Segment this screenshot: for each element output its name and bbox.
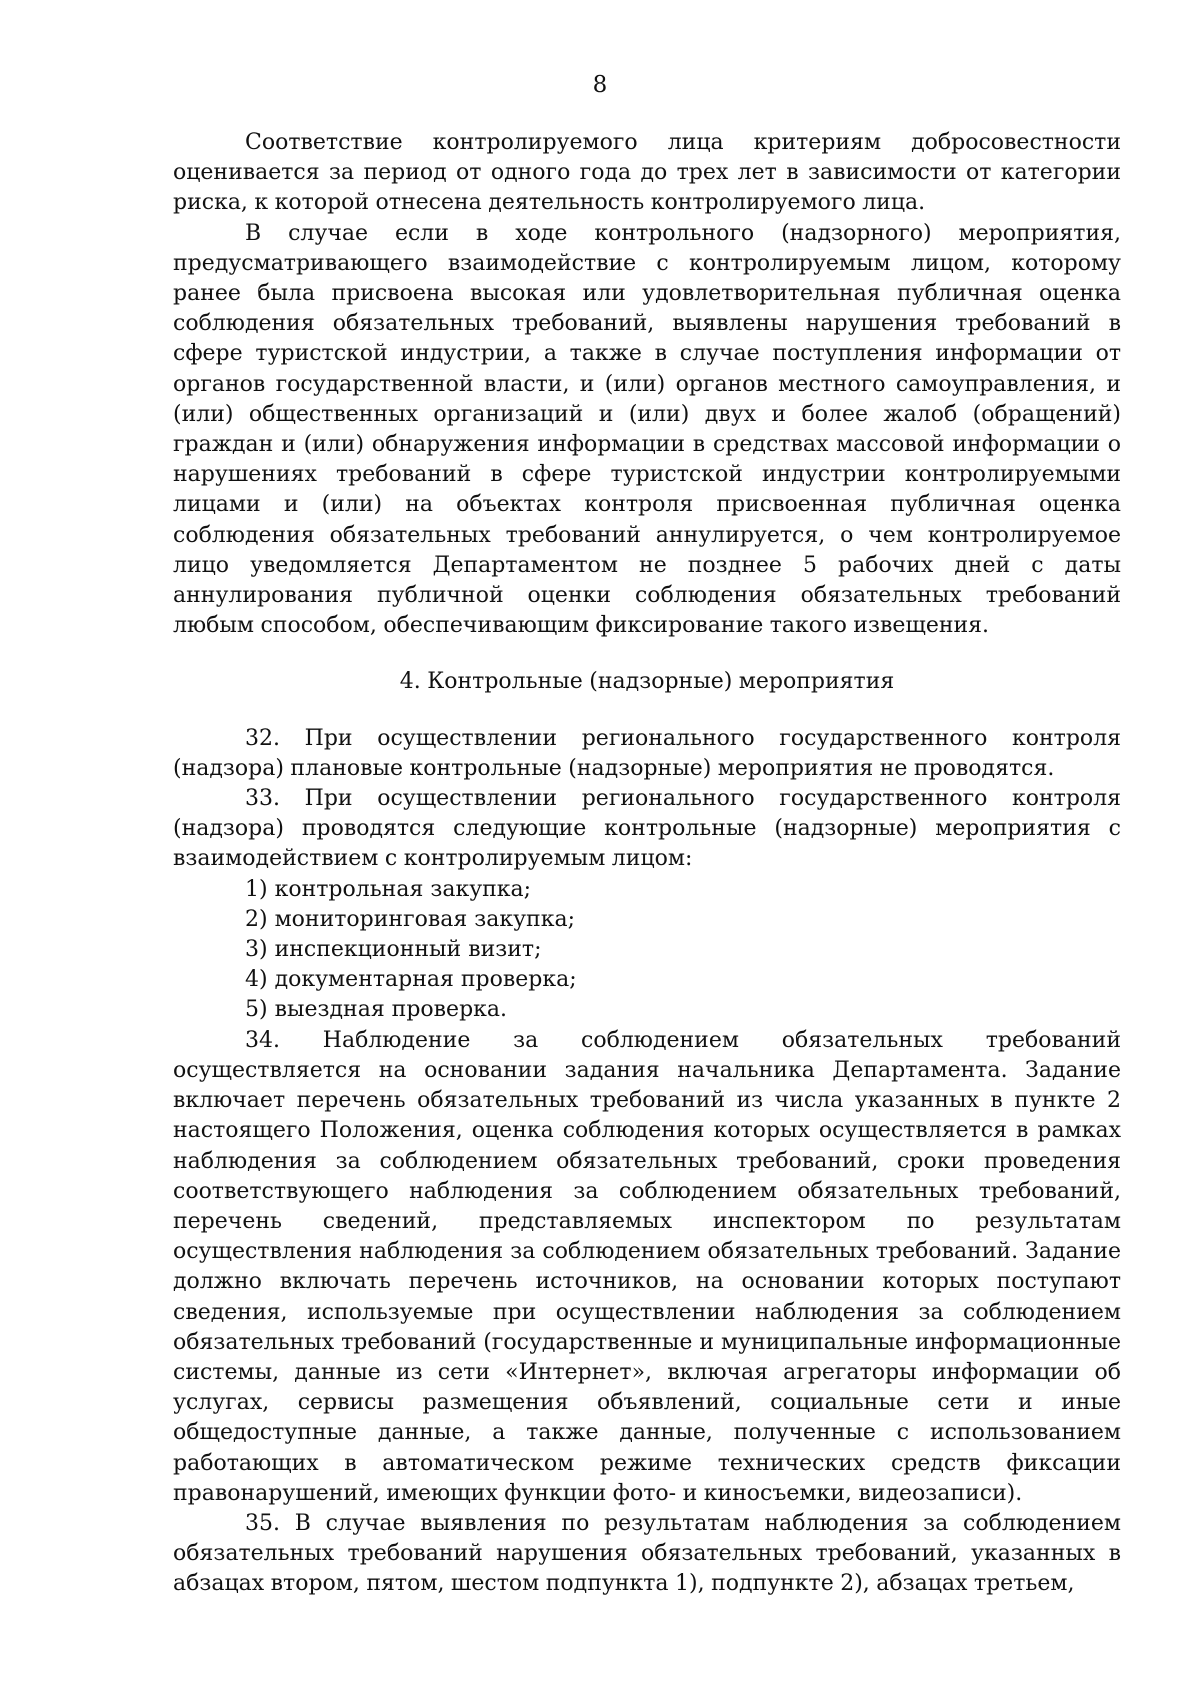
paragraph-33: 33. При осуществлении регионального государственного контроля (надзора) проводятся следующие контрольные (надзорные) мероприятия с взаимодействием с контролируемым лицом: — [173, 786, 1121, 872]
paragraph-good-faith-assessment: Соответствие контролируемого лица критериям добросовестности оценивается за период от одного года до трех лет в зависимости от категории риска, к которой отнесена деятельность контролируемого лица. — [173, 130, 1121, 216]
paragraph-35: 35. В случае выявления по результатам наблюдения за соблюдением обязательных требований нарушения обязательных требований, указанных в абзацах втором, пятом, шестом подпункта 1), подпункте 2), абзацах третьем, — [173, 1510, 1121, 1597]
document-body — [173, 128, 1121, 1600]
list-item-control-purchase: 1) контрольная закупка; — [245, 876, 532, 902]
section-heading: 4. Контрольные (надзорные) мероприятия — [399, 669, 895, 695]
page-number: 8 — [592, 72, 608, 98]
list-item-inspection-visit: 3) инспекционный визит; — [245, 937, 542, 963]
paragraph-34: 34. Наблюдение за соблюдением обязательных требований осуществляется на основании задания начальника Департамента. Задание включает перечень обязательных требований из числа указанных в пункте 2 настоящего Положения, оценка соблюдения которых осуществляется в рамках наблюдения за соблюдением обязательных требований, сроки проведения соответствующего наблюдения за соблюдением обязательных требований, перечень сведений, представляемых инспектором по результатам осуществления наблюдения за соблюдением обязательных требований. Задание должно включать перечень источников, на основании которых поступают сведения, используемые при осуществлении наблюдения за соблюдением обязательных требований (государственные и муниципальные информационные системы, данные из сети «Интернет», включая агрегаторы информации об услугах, сервисы размещения объявлений, социальные сети и иные общедоступные данные, а также данные, полученные с использованием работающих в автоматическом режиме технических средств фиксации правонарушений, имеющих функции фото- и киносъемки, видеозаписи). — [173, 1027, 1121, 1506]
paragraph-32: 32. При осуществлении регионального государственного контроля (надзора) плановые контрольные (надзорные) мероприятия не проводятся. — [173, 725, 1121, 781]
list-item-field-check: 5) выездная проверка. — [245, 997, 508, 1023]
list-item-documentary-check: 4) документарная проверка; — [245, 967, 577, 993]
paragraph-rating-annulment: В случае если в ходе контрольного (надзорного) мероприятия, предусматривающего взаимодействие с контролируемым лицом, которому ранее была присвоена высокая или удовлетворительная публичная оценка соблюдения обязательных требований, выявлены нарушения требований в сфере туристской индустрии, а также в случае поступления информации от органов государственной власти, и (или) органов местного самоуправления, и (или) общественных организаций и (или) двух и более жалоб (обращений) граждан и (или) обнаружения информации в средствах массовой информации о нарушениях требований в сфере туристской индустрии контролируемыми лицами и (или) на объектах контроля присвоенная публичная оценка соблюдения обязательных требований аннулируется, о чем контролируемое лицо уведомляется Департаментом не позднее 5 рабочих дней с даты аннулирования публичной оценки соблюдения обязательных требований любым способом, обеспечивающим фиксирование такого извещения. — [173, 220, 1121, 639]
list-item-monitoring-purchase: 2) мониторинговая закупка; — [245, 906, 575, 932]
